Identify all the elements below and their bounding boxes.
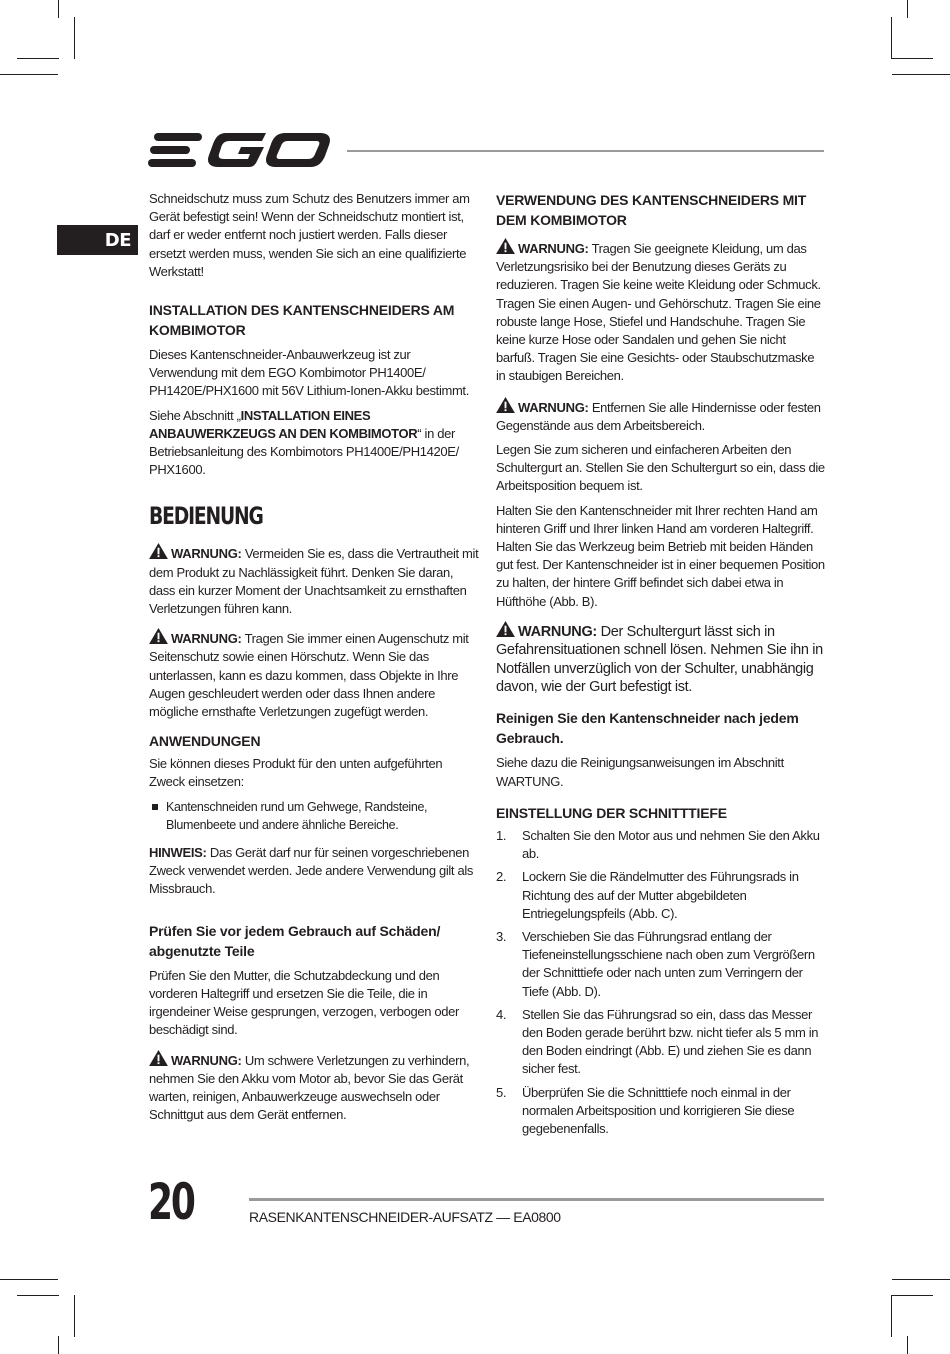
applications-paragraph: Sie können dieses Produkt für den unten aufgeführten Zweck einsetzen:	[149, 756, 443, 790]
depth-heading: EINSTELLUNG DER SCHNITTTIEFE	[496, 804, 727, 821]
crop-mark	[891, 1295, 892, 1337]
check-paragraph: Prüfen Sie den Mutter, die Schutzabdeckung und den vorderen Haltegriff und ersetzen Sie die Teile, die in irgendeiner Weise gesprungen, verzogen, verbogen oder beschädigt sind.	[149, 967, 460, 1038]
intro-paragraph: Schneidschutz muss zum Schutz des Benutzers immer am Gerät befestigt sein! Wenn der Schneidschutz montiert ist, darf er weder entfernt noch justiert werden. Falls dieser ersetzt werden muss, wenden Sie sich an eine qualifizierte Werkstatt!	[149, 191, 470, 279]
crop-mark	[0, 1279, 58, 1280]
page-number: 20	[148, 1173, 194, 1231]
footer-title: RASENKANTENSCHNEIDER-AUFSATZ — EA0800	[249, 1209, 561, 1225]
warning-paragraph: WARNUNG: Um schwere Verletzungen zu verhindern, nehmen Sie den Akku vom Motor ab, bevor Sie das Gerät warten, reinigen, Anbauwerkzeuge auswechseln oder Schnittgut aus dem Gerät entfernen.	[149, 1050, 479, 1125]
note-paragraph: HINWEIS: Das Gerät darf nur für seinen vorgeschriebenen Zweck verwendet werden. Jede andere Verwendung gilt als Missbrauch.	[149, 845, 474, 897]
clean-heading: Reinigen Sie den Kantenschneider nach jedem Gebrauch.	[496, 710, 799, 747]
crop-mark	[0, 74, 58, 75]
strap-paragraph: Legen Sie zum sicheren und einfacheren Arbeiten den Schultergurt an. Stellen Sie den Schultergurt so ein, dass die Arbeitsposition bequem ist.	[496, 442, 825, 494]
install-paragraph: Dieses Kantenschneider-Anbauwerkzeug ist zur Verwendung mit dem EGO Kombimotor PH1400E/ PH1420E/PHX1600 mit 56V Lithium-Ionen-Akku bestimmt.	[149, 347, 469, 399]
warning-icon	[149, 1050, 168, 1066]
warning-icon	[149, 628, 168, 644]
warning-paragraph: WARNUNG: Tragen Sie geeignete Kleidung, um das Verletzungsrisiko bei der Benutzung dieses Geräts zu reduzieren. Tragen Sie keine weite Kleidung oder Schmuck. Tragen Sie einen Augen- und Gehörschutz. Tragen Sie eine robuste lange Hose, Stiefel und Handschuhe. Tragen Sie keine kurze Hose oder Sandalen und gehen Sie nicht barfuß. Tragen Sie eine Gesichts- oder Staubschutzmaske in staubigen Bereichen.	[496, 238, 826, 386]
crop-mark	[58, 1336, 59, 1354]
footer-rule	[249, 1198, 824, 1201]
list-item: 3. Verschieben Sie das Führungsrad entlang der Tiefeneinstellungsschiene nach oben zum Vergrößern der Schnitttiefe oder nach unten zum Verringern der Tiefe (Abb. D).	[496, 928, 815, 999]
warning-paragraph: WARNUNG: Tragen Sie immer einen Augenschutz mit Seitenschutz sowie einen Hörschutz. Wenn Sie das unterlassen, kann es dazu kommen, dass Objekte in Ihre Augen geschleudert werden oder dass Ihnen andere mögliche ernsthafte Verletzungen zugefügt werden.	[149, 628, 479, 721]
list-item: 4. Stellen Sie das Führungsrad so ein, dass das Messer den Boden gerade berührt bzw. nicht tiefer als 5 mm in den Boden eindringt (Abb. E) und ziehen Sie es dann sicher fest.	[496, 1006, 819, 1077]
warning-icon	[149, 543, 168, 559]
crop-mark	[891, 58, 933, 59]
crop-mark	[892, 74, 950, 75]
check-heading: Prüfen Sie vor jedem Gebrauch auf Schäden/ abgenutzte Teile	[149, 922, 441, 959]
header-rule	[347, 150, 824, 152]
crop-mark	[74, 1295, 75, 1337]
list-item: Kantenschneiden rund um Gehwege, Randsteine, Blumenbeete und andere ähnliche Bereiche.	[149, 798, 479, 834]
warning-paragraph: WARNUNG: Entfernen Sie alle Hindernisse oder festen Gegenstände aus dem Arbeitsbereich.	[496, 397, 826, 435]
section-title: BEDIENUNG	[149, 502, 263, 531]
crop-mark	[17, 1295, 59, 1296]
warning-icon	[496, 397, 515, 413]
bullet-icon	[152, 804, 158, 810]
crop-mark	[17, 58, 59, 59]
left-column	[149, 190, 479, 1130]
language-tab	[57, 225, 138, 255]
warning-icon	[496, 621, 515, 637]
crop-mark	[891, 1295, 933, 1296]
install-heading: INSTALLATION DES KANTENSCHNEIDERS AM KOMBIMOTOR	[149, 302, 455, 339]
crop-mark	[907, 0, 908, 18]
grip-paragraph: Halten Sie den Kantenschneider mit Ihrer rechten Hand am hinteren Griff und Ihrer linken Hand am vorderen Haltegriff. Halten Sie das Werkzeug beim Betrieb mit beiden Händen gut fest. Der Kantenschneider ist in einer bequemen Position zu halten, der hintere Griff befindet sich dabei etwa in Hüfthöhe (Abb. B).	[496, 502, 825, 609]
right-column	[496, 190, 826, 1143]
crop-mark	[58, 0, 59, 18]
language-tab-label: DE	[104, 230, 131, 251]
warning-icon	[496, 238, 515, 254]
ego-logo	[148, 128, 333, 172]
list-item: 1. Schalten Sie den Motor aus und nehmen Sie den Akku ab.	[496, 827, 820, 862]
warning-paragraph: WARNUNG: Vermeiden Sie es, dass die Vertrautheit mit dem Produkt zu Nachlässigkeit führt. Denken Sie daran, dass ein kurzer Moment der Unachtsamkeit zu ernsthaften Verletzungen führen kann.	[149, 543, 479, 618]
crop-mark	[74, 17, 75, 59]
applications-heading: ANWENDUNGEN	[149, 733, 261, 750]
crop-mark	[907, 1336, 908, 1354]
use-heading: VERWENDUNG DES KANTENSCHNEIDERS MIT DEM KOMBIMOTOR	[496, 192, 807, 228]
crop-mark	[891, 17, 892, 59]
list-item: 5. Überprüfen Sie die Schnitttiefe noch einmal in der normalen Arbeitsposition und korrigieren Sie diese gegebenenfalls.	[496, 1084, 795, 1136]
warning-paragraph: WARNUNG: Der Schultergurt lässt sich in Gefahrensituationen schnell lösen. Nehmen Sie ihn in Notfällen unverzüglich von der Schulter, unabhängig davon, wie der Gurt befestigt ist.	[496, 621, 826, 697]
list-item: 2. Lockern Sie die Rändelmutter des Führungsrads in Richtung des auf der Mutter abgebildeten Entriegelungspfeils (Abb. C).	[496, 869, 799, 921]
crop-mark	[892, 1279, 950, 1280]
clean-paragraph: Siehe dazu die Reinigungsanweisungen im Abschnitt WARTUNG.	[496, 755, 784, 789]
install-reference: Siehe Abschnitt „INSTALLATION EINES ANBAUWERKZEUGS AN DEN KOMBIMOTOR“ in der Betriebsanleitung des Kombimotors PH1400E/PH1420E/ PHX1600.	[149, 407, 459, 478]
depth-steps	[496, 827, 826, 1138]
